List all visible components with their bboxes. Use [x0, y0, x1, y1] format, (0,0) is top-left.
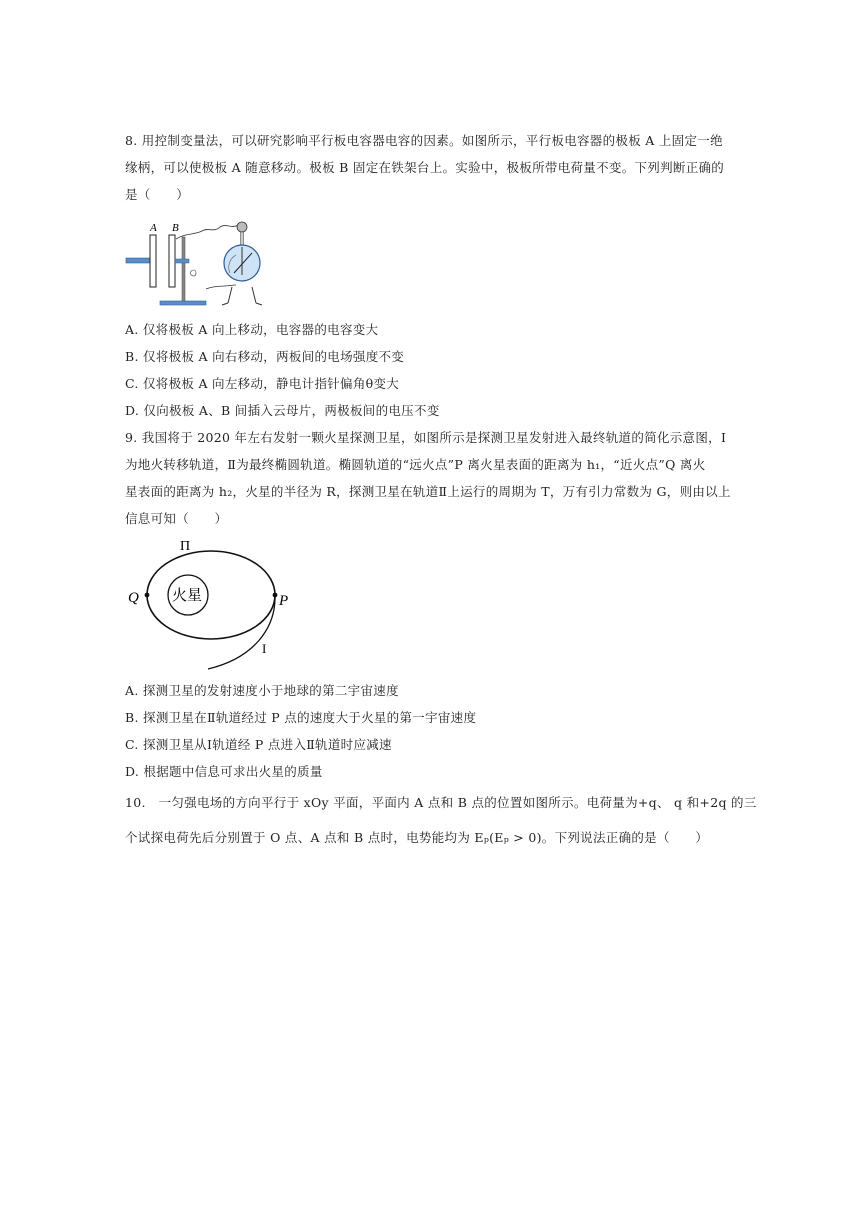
- iron-stand-rod: [182, 237, 185, 303]
- plate-b-label: B: [172, 222, 179, 234]
- plate-a-label: A: [150, 222, 157, 234]
- transfer-orbit-1: [208, 595, 275, 669]
- q8-option-a: A. 仅将极板 A 向上移动，电容器的电容变大: [125, 322, 379, 337]
- wire-coil: [190, 270, 196, 276]
- elliptical-orbit-2: [147, 551, 275, 639]
- point-p-label: P: [279, 593, 289, 609]
- q8-stem-line-3: 是（ ）: [125, 187, 190, 202]
- insulating-handle: [126, 258, 150, 263]
- q9-option-b: B. 探测卫星在Ⅱ轨道经过 P 点的速度大于火星的第一宇宙速度: [125, 710, 477, 725]
- orbit-2-label: Π: [180, 539, 191, 554]
- q9-stem-line-4: 信息可知（ ）: [125, 511, 228, 526]
- electrometer-knob: [237, 222, 247, 232]
- q8-stem-line-1: 8. 用控制变量法，可以研究影响平行板电容器电容的因素。如图所示，平行板电容器的极板 A 上固定一绝: [125, 133, 723, 148]
- electrometer-stand: [222, 287, 262, 305]
- point-q-marker: [145, 593, 150, 598]
- q9-stem-line-3: 星表面的距离为 h₂，火星的半径为 R，探测卫星在轨道Ⅱ上运行的周期为 T，万有引力常数为 G，则由以上: [125, 484, 731, 499]
- orbit-1-label: I: [262, 641, 267, 656]
- q9-stem-line-1: 9. 我国将于 2020 年左右发射一颗火星探测卫星，如图所示是探测卫星发射进入最终轨道的简化示意图，Ⅰ: [125, 430, 727, 445]
- wire-plate-b: [176, 225, 238, 239]
- point-q-label: Q: [128, 590, 139, 606]
- q10-stem-line-2: 个试探电荷先后分别置于 O 点、A 点和 B 点时，电势能均为 Eₚ(Eₚ > 0)。下列说法正确的是（ ）: [125, 830, 709, 845]
- q9-stem-line-2: 为地火转移轨道，Ⅱ为最终椭圆轨道。椭圆轨道的“远火点”P 离火星表面的距离为 h₁，“近火点”Q 离火: [125, 457, 706, 472]
- q8-option-d: D. 仅向极板 A、B 间插入云母片，两极板间的电压不变: [125, 403, 440, 418]
- q8-stem-line-2: 缘柄，可以使极板 A 随意移动。极板 B 固定在铁架台上。实验中，极板所带电荷量不变。下列判断正确的: [125, 160, 725, 175]
- q9-option-c: C. 探测卫星从Ⅰ轨道经 P 点进入Ⅱ轨道时应减速: [125, 737, 392, 752]
- stand-base: [160, 301, 206, 305]
- q10-stem-line-1: 10. 一匀强电场的方向平行于 xOy 平面，平面内 A 点和 B 点的位置如图所示。电荷量为+q、 q 和+2q 的三: [125, 795, 757, 810]
- capacitor-electrometer-figure: [124, 213, 284, 313]
- q9-option-d: D. 根据题中信息可求出火星的质量: [125, 764, 323, 779]
- electrometer-rod: [241, 232, 244, 246]
- q8-option-c: C. 仅将极板 A 向左移动，静电计指针偏角θ变大: [125, 376, 400, 391]
- mars-orbit-figure: [124, 533, 304, 675]
- mars-label: 火星: [172, 586, 203, 604]
- stand-clamp: [175, 259, 189, 263]
- plate-b: [169, 235, 175, 287]
- plate-a: [150, 235, 156, 287]
- q8-option-b: B. 仅将极板 A 向右移动，两板间的电场强度不变: [125, 349, 405, 364]
- q9-option-a: A. 探测卫星的发射速度小于地球的第二宇宙速度: [125, 683, 399, 698]
